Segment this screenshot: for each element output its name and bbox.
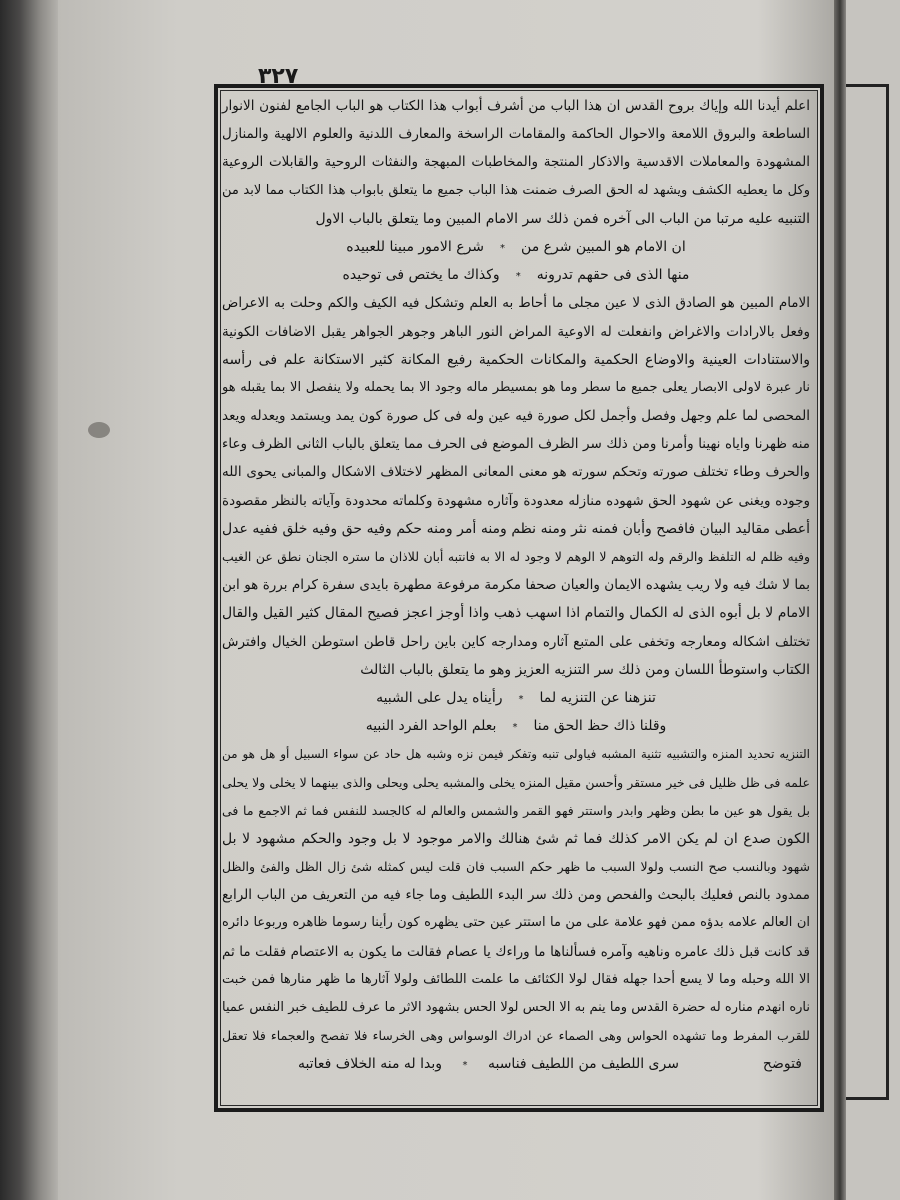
verse-line <box>222 712 810 740</box>
book-binding <box>0 0 58 1200</box>
verse-separator: * <box>512 722 518 734</box>
paragraph-imam <box>222 289 810 684</box>
text-line: للقرب المفرط وما تشهده الحواس وهى الصماء عن ادراك الوسواس وهى الخرساء فلا تفصح والعجماء فلا تعقل <box>222 1028 810 1044</box>
text-line: أعطى مقاليد البيان فافصح وأبان فمنه نثر ومنه نظم ومنه أمر ومنه حكم وفيه حق وفيه خلق ففيه عدل <box>222 520 810 537</box>
hemistich: ان الامام هو المبين شرع من <box>521 238 686 255</box>
intro-paragraph <box>222 92 810 233</box>
text-line: الكتاب واستوطأ اللسان ومن ذلك سر التنزيه العزيز وهو ما يتعلق بالباب الثالث <box>360 661 810 678</box>
hemistich: بعلم الواحد الفرد النبيه <box>365 718 497 735</box>
text-line: نار عبرة لاولى الابصار يعلى جميع ما سطر وما هو بمسيطر ماله وجود الا بما يحمله ولا ينفصل الا بما يقبله هو <box>222 379 810 395</box>
verse-separator: * <box>515 271 521 283</box>
page-number: ٣٢٧ <box>258 64 299 89</box>
ink-stain <box>88 422 110 438</box>
paragraph-tanzih <box>222 740 810 1050</box>
text-line: وفعل بالارادات والاغراض وانفعلت له الاوعية المراض النور الباهر وجوهر الجواهر يقبل الاضافات الكونية <box>222 323 810 340</box>
text-line: منه ظهرنا واياه نهينا وأمرنا ومن ذلك سر الظرف الموضع فى الحرف مما يتعلق بالباب الثانى الظرف وعاء <box>222 436 810 453</box>
closing-line <box>222 1050 810 1078</box>
hemistich: سرى اللطيف من اللطيف فناسبه <box>487 1056 679 1073</box>
hemistich: تنزهنا عن التنزيه لما <box>539 689 656 706</box>
verse-separator: * <box>462 1060 468 1072</box>
text-line: ان العالم علامه بدؤه ممن فهو علامة على من ما استتر عين حتى يظهره كون رأينا رسوما ظاهره وربوعا دائره <box>222 915 810 931</box>
adjacent-page-frame <box>846 84 889 1100</box>
page-gutter <box>834 0 846 1200</box>
text-line: التنبيه عليه مرتبا من الباب الى آخره فمن ذلك سر الامام المبين وما يتعلق بالباب الاول <box>315 210 810 227</box>
text-line: وجوده ويغنى عن شهود الحق شهوده منازله معدودة وآثاره مشهودة وكلماته محدودة وآياته بالنظر مقصودة <box>222 492 810 509</box>
text-line: التنزيه تحديد المنزه والتشبيه تثنية المشبه فياولى تنبه وتفكر فيمن نزه وشبه هل حاد عن سواء السبيل أو هل هو من <box>222 747 810 762</box>
text-line: الا الله وحبله وما لا يسع أحدا جهله فقال لولا الكثائف ما علمت اللطائف ولولا آثارها ما ظهر منارها فمن خبت <box>222 971 810 987</box>
verse-line <box>222 233 810 261</box>
verse-block-2 <box>222 684 810 740</box>
verse-line <box>222 684 810 712</box>
text-line: الكون صدع ان لم يكن الامر كذلك فما ثم شئ هنالك والامر موجود لا بل وجود والحكم مشهود لا بل <box>222 830 810 847</box>
text-line: ناره انهدم مناره له حضرة القدس وما ينم به الا الحس لولا الحس بشهود الاثر ما عرف للطيف خبر النفس عميا <box>222 1000 810 1015</box>
hemistich: رأيناه يدل على الشبيه <box>376 689 503 706</box>
hemistich: وبدا له منه الخلاف فعاتبه <box>297 1056 443 1073</box>
verse-block-1 <box>222 233 810 289</box>
closing-word: فتوضح <box>762 1056 802 1073</box>
hemistich: شرع الامور مبينا للعبيده <box>346 238 485 255</box>
text-line: تختلف اشكاله ومعارجه وتخفى على المتبع آثاره ومدارجه كاين باين راحل قاطن استوطن الخيال وافترش <box>222 633 810 650</box>
text-line: قد كانت قبل ذلك عامره وناهيه وآمره فسألناها ما وراءك يا عصام فقالت ما يكون به الاعتصام فقلت ما ثم <box>222 943 810 960</box>
verse-separator: * <box>500 242 506 254</box>
text-line: الساطعة والبروق اللامعة والاحوال الحاكمة والمقامات الراسخة والمعارف اللدنية والعلوم الالهية والمنازل <box>222 126 810 143</box>
text-line: المشهودة والمعاملات الاقدسية والاذكار المنتجة والمخاطبات المبهجة والنفثات الروحية والقابلات الروعية <box>222 154 810 171</box>
text-line: والاستنادات العينية والاوضاع الحكمية والمكانات الحكمية رفيع المكانة كثير الاستكانة علم فى رأسه <box>222 351 810 368</box>
hemistich: وكذاك ما يختص فى توحيده <box>342 267 500 284</box>
text-line: بل يقول هو عين ما بطن وظهر وابدر واستتر فهو القمر والشمس والعالم له كالجسد للنفس فما ثم الاجمع ما فى <box>222 802 810 818</box>
text-line: بما لا شك فيه ولا ريب يشهده الايمان والعيان صحفا مكرمة مرفوعة مطهرة بايدى سفرة كرام بررة هو ابن <box>222 577 810 594</box>
verse-separator: * <box>518 693 524 705</box>
text-line: الامام المبين هو الصادق الذى لا عين مجلى ما أحاط به العلم وتشكل فيه الكيف والكم وحلت به الاعراض <box>222 295 810 312</box>
text-line: علمه فى ظل ظليل فى خير مستقر وأحسن مقيل المنزه يخلى والمشبه يحلى ويحلى والذى بينهما لا يخلى ولا يحلى <box>222 774 810 790</box>
page-text <box>222 92 810 1079</box>
text-line: المحصى لما علم وجهل وفصل وأجمل لكل صورة فيه عين وله فى كل صورة كون يمد ويستمد ويعدله ويعد <box>222 408 810 425</box>
text-line: ممدود بالنص فعليك بالبحث والفحص ومن ذلك سر البدء اللطيف وما جاء فيه من التعريف من الباب الرابع <box>222 887 810 904</box>
closing-verse <box>230 1050 747 1078</box>
text-line: الامام لا بل أبوه الذى له الكمال والتمام اذا اسهب ذهب واذا أوجز اعجز فصيح المقال كثير القيل والقال <box>222 605 810 622</box>
text-line: وكل ما يعطيه الكشف ويشهد له الحق الصرف ضمنت هذا الباب جميع ما يتعلق بابواب هذا الكتاب مما لابد من <box>222 182 810 198</box>
text-line: اعلم أيدنا الله وإياك بروح القدس ان هذا الباب من أشرف أبواب هذا الكتاب هو الباب الجامع لفنون الانوار <box>222 98 810 114</box>
verse-line <box>222 261 810 289</box>
text-line: شهود وبالنسب صح النسب ولولا السبب ما ظهر حكم السبب فان قلت ليس كمثله شئ زال الظل والفئ والظل <box>222 859 810 875</box>
hemistich: وقلنا ذاك حظ الحق منا <box>533 718 667 735</box>
hemistich: منها الذى فى حقهم تدرونه <box>536 267 690 284</box>
text-line: والحرف وطاء تختلف صورته وتحكم سورته هو معنى المعانى المظهر لاختلاف الاشكال والمبانى يحوى الله <box>222 464 810 481</box>
text-line: وفيه ظلم له التلفظ والرقم وله التوهم لا الوهم لا وجود له الا به فانتبه أبان للاذان ما ستره الجنان نطق عن الغيب <box>222 549 810 564</box>
